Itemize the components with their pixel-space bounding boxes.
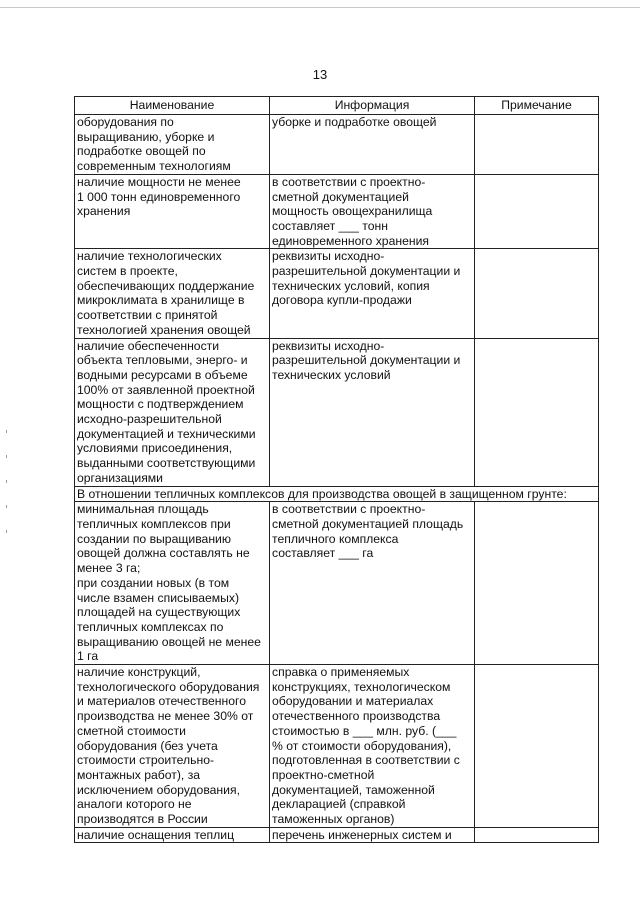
row-name-cell: наличие оснащения теплиц	[75, 827, 270, 843]
header-name: Наименование	[75, 97, 270, 115]
table-row	[75, 502, 599, 665]
row-name-cell: наличие технологических систем в проекте, обеспечивающих поддержание микроклимата в хранилище в соответствии с принятой технологией хранения овощей	[75, 249, 270, 338]
table-row	[75, 249, 599, 338]
table-row	[75, 174, 599, 249]
row-info-cell: уборке и подработке овощей	[270, 115, 475, 175]
row-note-cell	[475, 827, 599, 843]
section-heading: В отношении тепличных комплексов для производства овощей в защищенном грунте:	[75, 486, 599, 502]
row-name-cell: наличие мощности не менее 1 000 тонн единовременного хранения	[75, 174, 270, 249]
requirements-table	[74, 96, 599, 843]
row-info-cell: в соответствии с проектно- сметной документацией площадь тепличного комплекса составляет ___ га	[270, 502, 475, 665]
binding-margin-marks	[6, 430, 10, 555]
row-name-cell: оборудования по выращиванию, уборке и подработке овощей по современным технологиям	[75, 115, 270, 175]
table-row	[75, 338, 599, 486]
table-row	[75, 827, 599, 843]
row-info-cell: реквизиты исходно- разрешительной документации и технических условий	[270, 338, 475, 486]
row-info-cell: справка о применяемых конструкциях, технологическом оборудовании и материалах отечественного производства стоимостью в ___ млн. руб. (___ % от стоимости оборудования), подготовленная в соответствии с проектно-сметной документацией, таможенной декларацией (справкой таможенных органов)	[270, 665, 475, 828]
row-note-cell	[475, 502, 599, 665]
row-note-cell	[475, 338, 599, 486]
row-note-cell	[475, 174, 599, 249]
header-info: Информация	[270, 97, 475, 115]
row-note-cell	[475, 115, 599, 175]
row-name-cell: наличие конструкций, технологического оборудования и материалов отечественного производства не менее 30% от сметной стоимости оборудования (без учета стоимости строительно- монтажных работ), за исключением оборудования, аналоги которого не производятся в России	[75, 665, 270, 828]
row-name-cell: минимальная площадь тепличных комплексов при создании по выращиванию овощей должна составлять не менее 3 га; при создании новых (в том числе взамен списываемых) площадей на существующих тепличных комплексах по выращиванию овощей не менее 1 га	[75, 502, 270, 665]
section-heading-row	[75, 486, 599, 502]
table-header-row	[75, 97, 599, 115]
row-note-cell	[475, 665, 599, 828]
page-number: 13	[312, 67, 328, 82]
row-info-cell: перечень инженерных систем и	[270, 827, 475, 843]
table-row	[75, 665, 599, 828]
row-info-cell: в соответствии с проектно- сметной документацией мощность овощехранилища составляет ___ тонн единовременного хранения	[270, 174, 475, 249]
scan-top-edge	[0, 7, 640, 8]
header-note: Примечание	[475, 97, 599, 115]
row-note-cell	[475, 249, 599, 338]
table-row	[75, 115, 599, 175]
row-name-cell: наличие обеспеченности объекта тепловыми, энерго- и водными ресурсами в объеме 100% от заявленной проектной мощности с подтверждением исходно-разрешительной документацией и техническими условиями присоединения, выданными соответствующими организациями	[75, 338, 270, 486]
row-info-cell: реквизиты исходно- разрешительной документации и технических условий, копия договора купли-продажи	[270, 249, 475, 338]
